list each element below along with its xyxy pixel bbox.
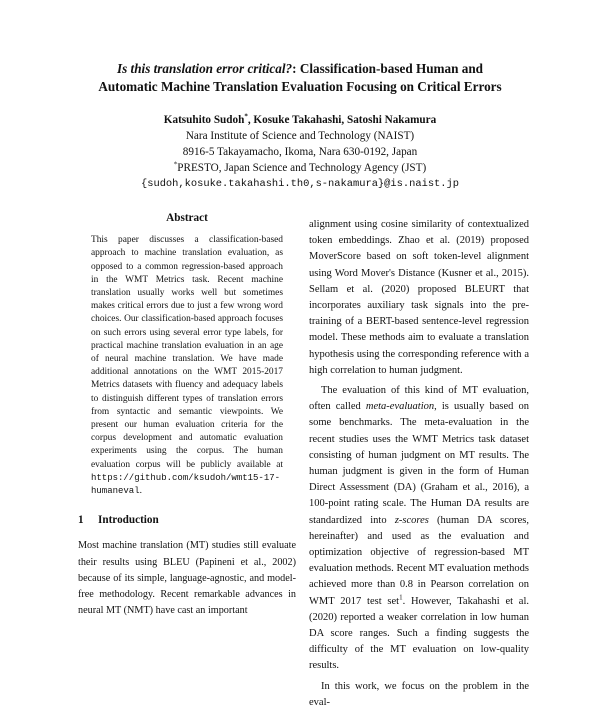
title-line2: Automatic Machine Translation Evaluation Focusing on Critical Errors: [98, 79, 502, 94]
paper-title: [40, 60, 560, 96]
title-italic-part: Is this translation error critical?: [116, 61, 293, 76]
author-names: Katsuhito Sudoh*, Kosuke Takahashi, Satoshi Nakamura: [163, 112, 437, 126]
right-column: [309, 217, 529, 715]
right-paragraph-3: In this work, we focus on the problem in the eval-: [309, 680, 529, 708]
author-marker: *: [244, 112, 248, 121]
footnote-marker[interactable]: 1: [399, 593, 403, 602]
section-heading-introduction: 1 Introduction: [78, 514, 159, 527]
affiliation-jst: *PRESTO, Japan Science and Technology Agency (JST): [173, 160, 427, 174]
affiliation-address: 8916-5 Takayamacho, Ikoma, Nara 630-0192, Japan: [182, 146, 418, 158]
author-block: [40, 112, 560, 192]
right-paragraph-2: The evaluation of this kind of MT evaluation, often called meta-evaluation, is usually based on some benchmarks. The meta-evaluation in the recent studies uses the WMT Metrics task dataset consisting of human judgment on MT results. The human judgment is given in the form of Human Direct Assessment (DA) (Graham et al., 2016), a 100-point rating scale. The Human DA results are standardized into z-scores (human DA scores, hereinafter) and used as the evaluation and optimization objective of regression-based MT evaluation methods. Recent MT evaluation methods achieved more than 0.8 in Pearson correlation on WMT 2017 test set$^1$. However, Takahashi et al. (2020) reported a weaker correlation in low human DA score ranges. Such a finding suggests the difficulty of the MT evaluation on low-quality results.: [309, 385, 529, 672]
left-column: [78, 210, 296, 623]
affiliation-naist: Nara Institute of Science and Technology (NAIST): [185, 130, 415, 142]
intro-paragraph: Most machine translation (MT) studies still evaluate their results using BLEU (Papineni et al., 2002) because of its simple, language-agnostic, and model-free methodology. Recent remarkable advances in neural MT (NMT) have cast an important: [78, 540, 296, 617]
author-emails[interactable]: {sudoh,kosuke.takahashi.th0,s-nakamura}@is.naist.jp: [140, 178, 459, 190]
abstract-body: This paper discusses a classification-based approach to machine translation evaluation, as opposed to a common regression-based approach in the WMT Metrics task. Recent machine translation usually works well but sometimes makes critical errors due to just a few wrong word choices. Our classification-based approach focuses on such errors using several error type labels, for practical machine translation evaluation in an age of neural machine translation. We have made additional annotations on the WMT 2015-2017 Metrics datasets with fluency and adequacy labels to distinguish different types of translation errors from syntactic and semantic viewpoints. We present our human evaluation criteria for the corpus development and automatic evaluation experiments using the corpus. The human evaluation corpus will be publicly available at https://github.com/ksudoh/wmt15-17-humaneval.: [91, 235, 283, 497]
title-line1-rest: : Classification-based Human and: [292, 61, 484, 76]
abstract-heading: Abstract: [166, 212, 208, 224]
corpus-url-link[interactable]: https://github.com/ksudoh/wmt15-17-humaneval: [91, 472, 281, 497]
right-paragraph-1: alignment using cosine similarity of contextualized token embeddings. Zhao et al. (2019) proposed MoverScore based on soft token-level alignment using Word Mover's Distance (Kusner et al., 2015). Sellam et al. (2020) proposed BLEURT that incorporates auxiliary task signals into the pre-training of a BERT-based sentence-level regression model. These methods aim to evaluate a translation hypothesis using the corresponding reference with a high correlation to human judgment.: [309, 219, 529, 376]
